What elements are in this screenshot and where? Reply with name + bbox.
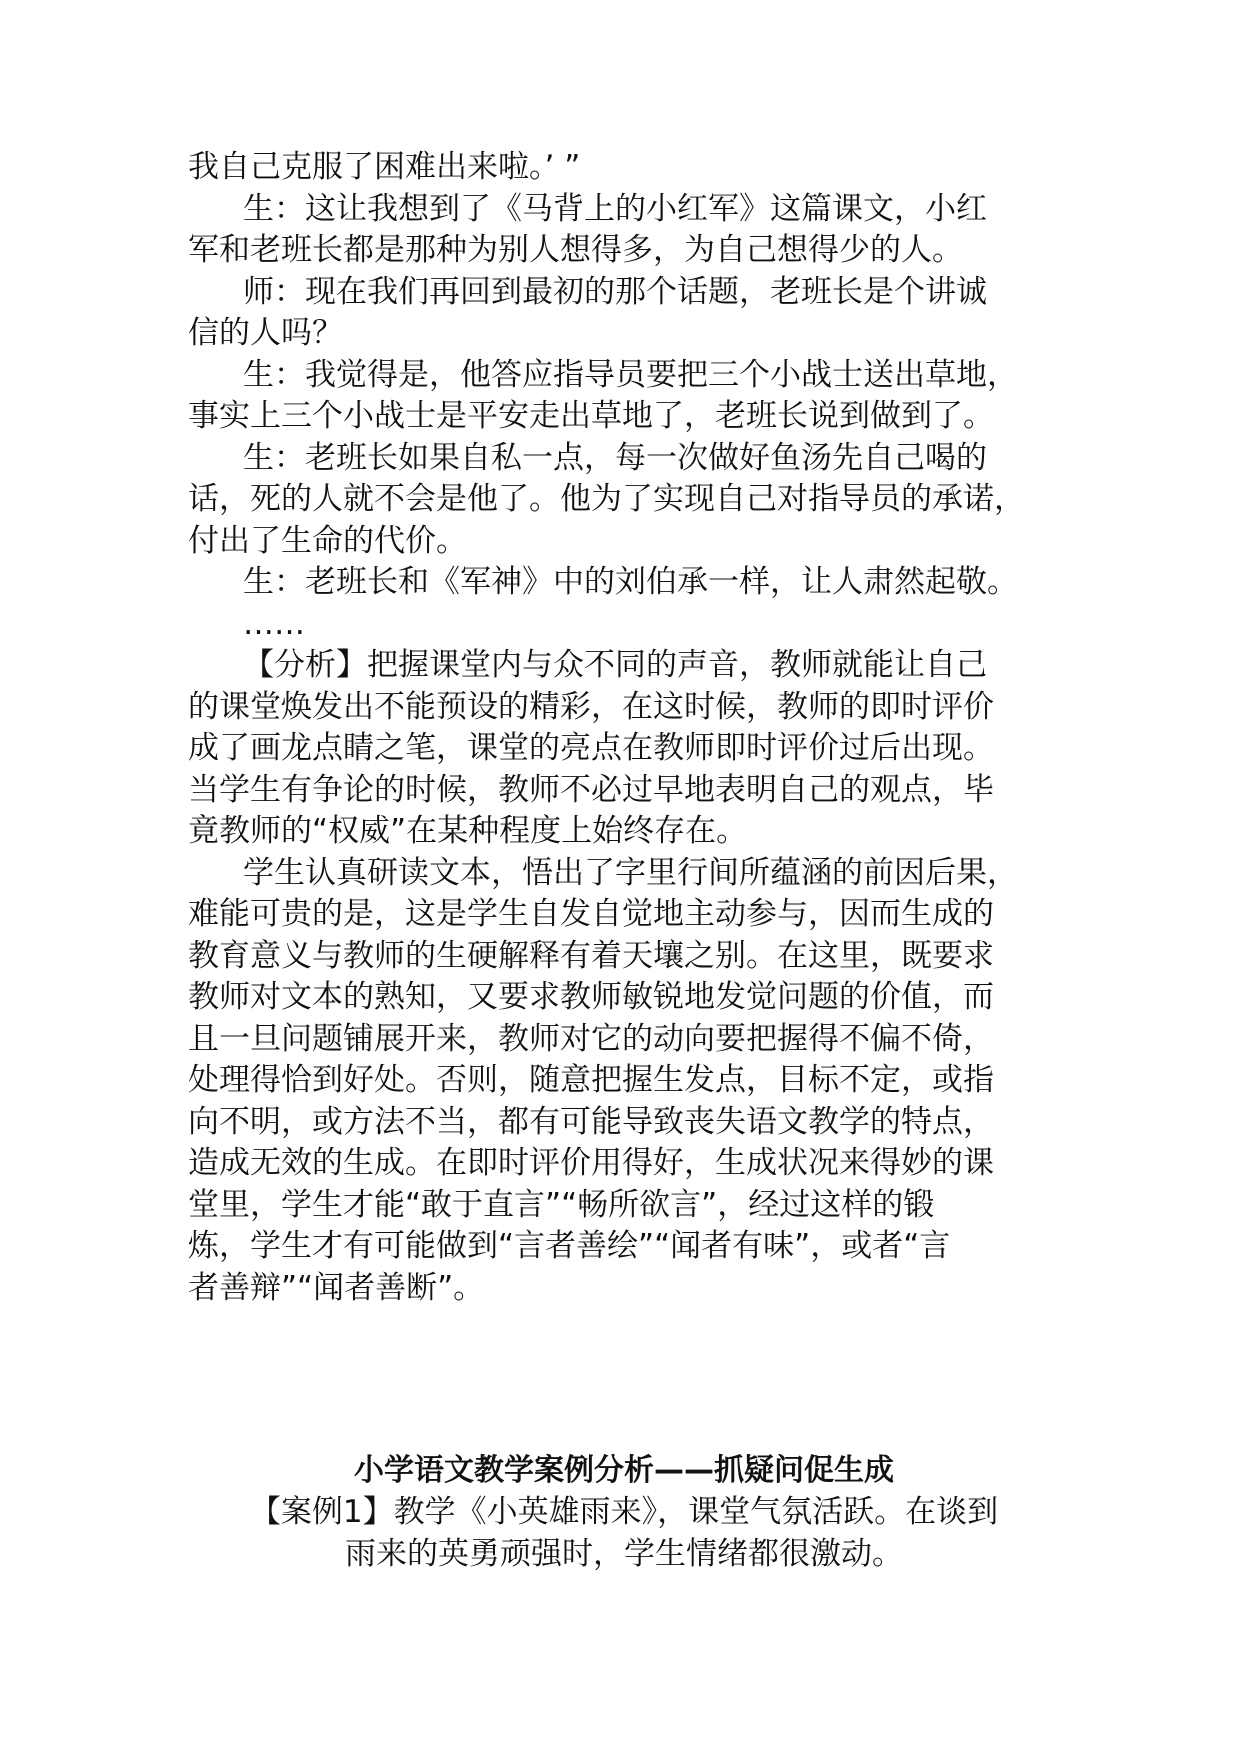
text-line: 师：现在我们再回到最初的那个话题，老班长是个讲诚 (243, 273, 987, 310)
text-line: 向不明，或方法不当，都有可能导致丧失语文教学的特点， (188, 1103, 994, 1140)
text-line: 造成无效的生成。在即时评价用得好，生成状况来得妙的课 (188, 1145, 994, 1181)
text-line: 我自己克服了困难出来啦。’ ” (188, 149, 581, 185)
text-line: 话，死的人就不会是他了。他为了实现自己对指导员的承诺， (188, 481, 1025, 517)
text-line: 教育意义与教师的生硬解释有着天壤之别。在这里，既要求 (188, 937, 994, 974)
text-line: 教师对文本的熟知，又要求教师敏锐地发觉问题的价值，而 (188, 979, 994, 1015)
section-title: 小学语文教学案例分析——抓疑问促生成 (354, 1453, 894, 1488)
text-line: …… (243, 605, 305, 642)
text-line: 成了画龙点睛之笔，课堂的亮点在教师即时评价过后出现。 (188, 730, 994, 766)
text-line: 生：老班长和《军神》中的刘伯承一样，让人肃然起敬。 (243, 564, 1018, 600)
text-line: 处理得恰到好处。否则，随意把握生发点，目标不定，或指 (188, 1062, 994, 1098)
text-line: 炼，学生才有可能做到“言者善绘”“闻者有味”，或者“言 (188, 1228, 951, 1264)
text-line: 事实上三个小战士是平安走出草地了，老班长说到做到了。 (188, 398, 994, 434)
text-line: 堂里，学生才能“敢于直言”“畅所欲言”，经过这样的锻 (188, 1186, 935, 1223)
case-line: 雨来的英勇顽强时，学生情绪都很激动。 (345, 1536, 903, 1572)
body-text (188, 147, 1060, 1309)
case-line: 【案例1】教学《小英雄雨来》，课堂气氛活跃。在谈到 (249, 1494, 999, 1530)
text-line: 当学生有争论的时候，教师不必过早地表明自己的观点，毕 (188, 771, 994, 808)
text-line: 信的人吗？ (188, 315, 343, 351)
text-line: 的课堂焕发出不能预设的精彩，在这时候，教师的即时评价 (188, 688, 994, 725)
text-line: 者善辩”“闻者善断”。 (188, 1269, 485, 1306)
text-line: 付出了生命的代价。 (188, 522, 467, 559)
text-line: 生：老班长如果自私一点，每一次做好鱼汤先自己喝的 (243, 439, 987, 476)
text-line: 竟教师的“权威”在某种程度上始终存在。 (188, 813, 748, 849)
text-line: 军和老班长都是那种为别人想得多，为自己想得少的人。 (188, 232, 963, 268)
text-line: 难能可贵的是，这是学生自发自觉地主动参与，因而生成的 (188, 896, 994, 932)
text-line: 生：我觉得是，他答应指导员要把三个小战士送出草地， (243, 356, 1018, 393)
section-block (188, 1451, 1060, 1575)
text-line: 且一旦问题铺展开来，教师对它的动向要把握得不偏不倚， (188, 1020, 994, 1057)
text-line: 【分析】把握课堂内与众不同的声音，教师就能让自己 (243, 647, 987, 683)
text-line: 生：这让我想到了《马背上的小红军》这篇课文，小红 (243, 190, 987, 227)
text-line: 学生认真研读文本，悟出了字里行间所蕴涵的前因后果， (243, 854, 1018, 891)
